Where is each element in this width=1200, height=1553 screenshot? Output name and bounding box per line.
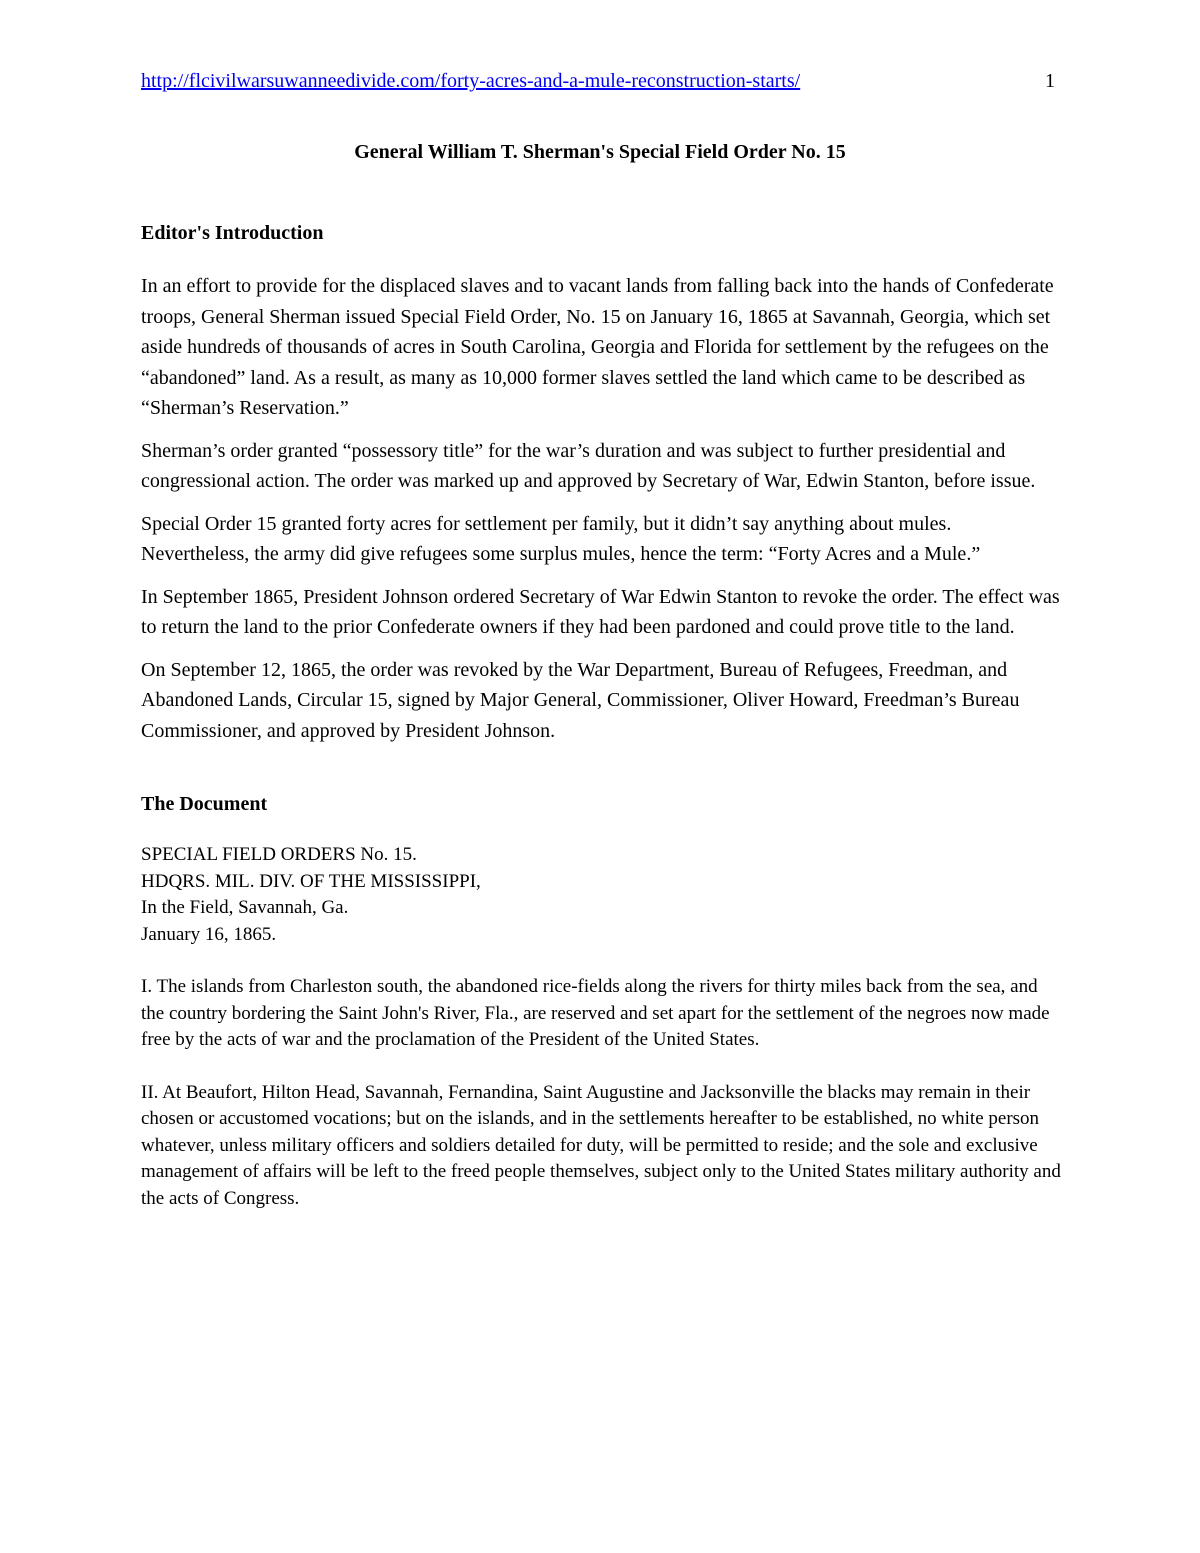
order-line: HDQRS. MIL. DIV. OF THE MISSISSIPPI,	[141, 870, 481, 892]
order-section-ii: II. At Beaufort, Hilton Head, Savannah, Fernandina, Saint Augustine and Jacksonville the blacks may remain in their chosen or accustomed vocations; but on the islands, and in the settlements hereafter to be established, no white person whatever, unless military officers and soldiers detailed for duty, will be permitted to reside; and the sole and exclusive management of affairs will be left to the freed people themselves, subject only to the United States military authority and the acts of Congress.	[141, 1081, 1061, 1209]
intro-paragraph: On September 12, 1865, the order was revoked by the War Department, Bureau of Refugees, Freedman, and Abandoned Lands, Circular 15, signed by Major General, Commissioner, Oliver Howard, Freedman’s Bureau Commissioner, and approved by President Johnson.	[141, 658, 1020, 742]
document-body	[141, 219, 1061, 1212]
page-number: 1	[1045, 70, 1055, 92]
intro-paragraph: In September 1865, President Johnson ordered Secretary of War Edwin Stanton to revoke the order. The effect was to return the land to the prior Confederate owners if they had been pardoned and could prove title to the land.	[141, 585, 1060, 638]
order-line: January 16, 1865.	[141, 923, 277, 945]
order-section-i: I. The islands from Charleston south, the abandoned rice-fields along the rivers for thirty miles back from the sea, and the country bordering the Saint John's River, Fla., are reserved and set apart for the settlement of the negroes now made free by the acts of war and the proclamation of the President of the United States.	[141, 976, 1050, 1050]
order-line: SPECIAL FIELD ORDERS No. 15.	[141, 844, 417, 865]
introduction-heading: Editor's Introduction	[141, 222, 324, 244]
source-url-link[interactable]: http://flcivilwarsuwanneedivide.com/forty-acres-and-a-mule-reconstruction-starts/	[141, 70, 801, 92]
order-line: In the Field, Savannah, Ga.	[141, 897, 349, 918]
order-header-block	[141, 842, 1061, 948]
intro-paragraph: Sherman’s order granted “possessory title” for the war’s duration and was subject to further presidential and congressional action. The order was marked up and approved by Secretary of War, Edwin Stanton, before issue.	[141, 439, 1036, 492]
intro-paragraph: Special Order 15 granted forty acres for settlement per family, but it didn’t say anything about mules. Nevertheless, the army did give refugees some surplus mules, hence the term: “Forty Acres and a Mule.”	[141, 512, 981, 565]
intro-paragraph: In an effort to provide for the displaced slaves and to vacant lands from falling back into the hands of Confederate troops, General Sherman issued Special Field Order, No. 15 on January 16, 1865 at Savannah, Georgia, which set aside hundreds of thousands of acres in South Carolina, Georgia and Florida for settlement by the refugees on the “abandoned” land. As a result, as many as 10,000 former slaves settled the land which came to be described as “Sherman’s Reservation.”	[141, 275, 1054, 419]
document-title: General William T. Sherman's Special Field Order No. 15	[354, 141, 846, 163]
document-heading: The Document	[141, 793, 268, 815]
